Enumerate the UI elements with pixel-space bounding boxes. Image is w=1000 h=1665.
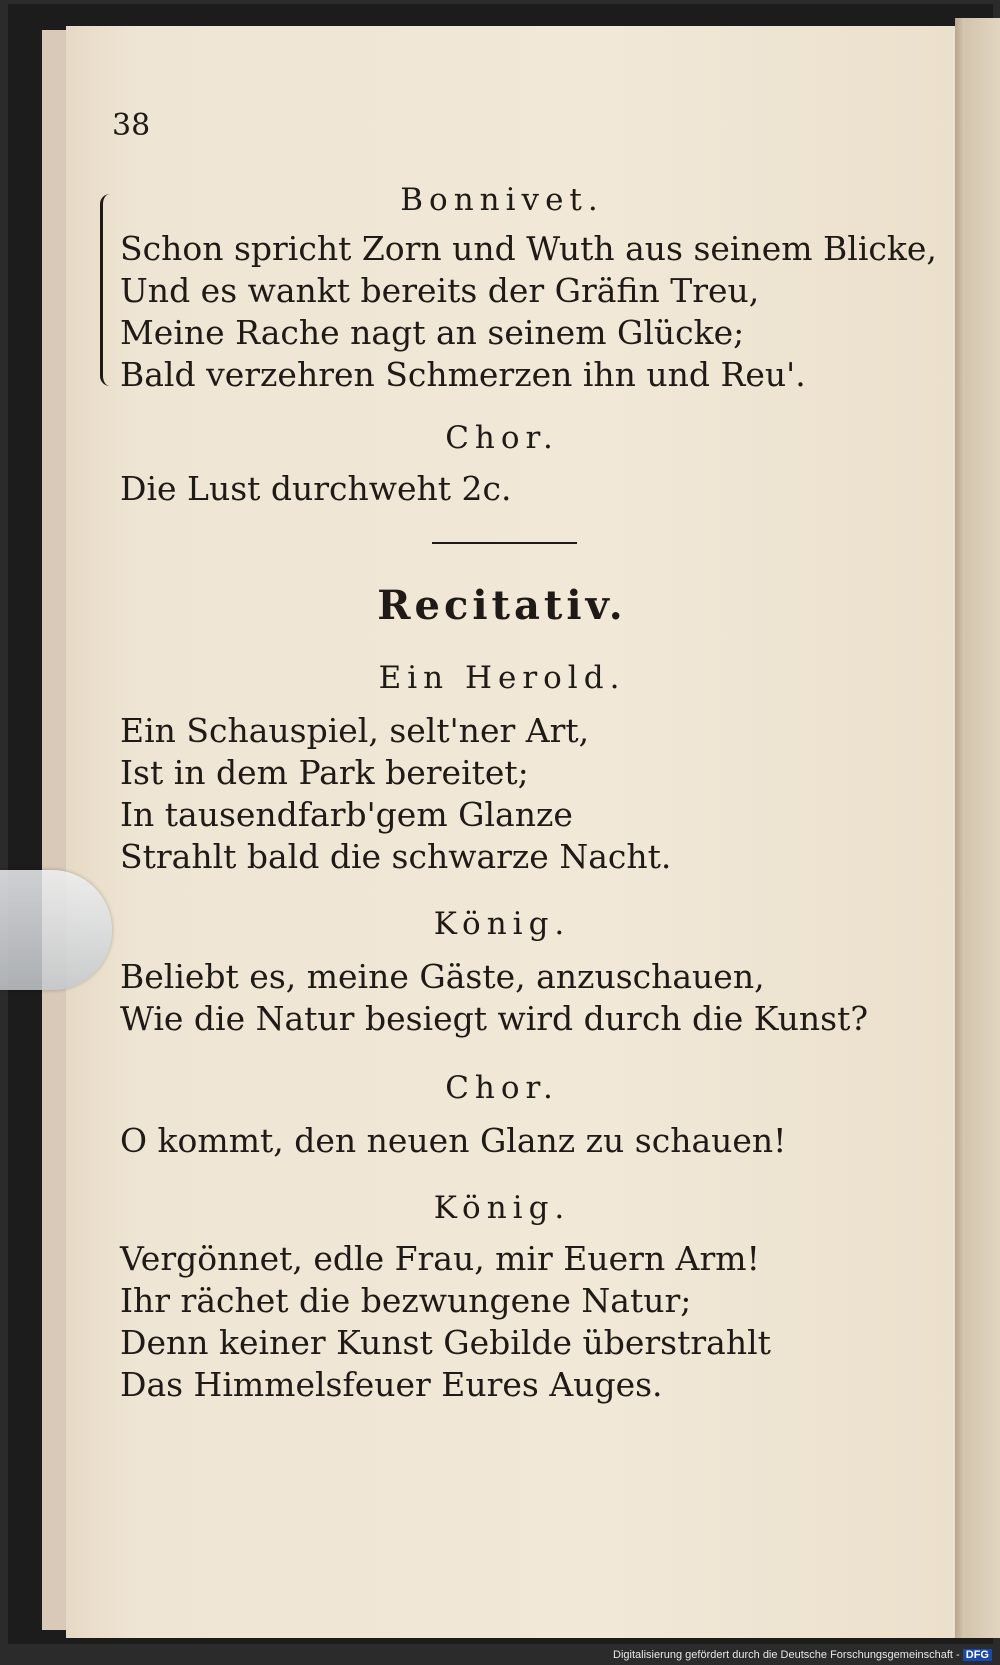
verse-line: Beliebt es, meine Gäste, anzuschauen, <box>120 957 765 996</box>
page-gutter <box>955 18 965 1638</box>
section-heading: Recitativ. <box>377 582 627 629</box>
verse-line: O kommt, den neuen Glanz zu schauen! <box>120 1121 787 1160</box>
speaker-herold: Ein Herold. <box>378 660 626 696</box>
verse-line: Ist in dem Park bereitet; <box>120 753 529 792</box>
brace <box>100 194 117 386</box>
speaker-koenig: König. <box>433 906 571 942</box>
verse-line: Vergönnet, edle Frau, mir Euern Arm! <box>120 1239 760 1278</box>
verse-line: Wie die Natur besiegt wird durch die Kunst? <box>120 999 869 1038</box>
footer-text: Digitalisierung gefördert durch die Deutsche Forschungsgemeinschaft - <box>613 1649 960 1661</box>
dfg-logo: DFG <box>963 1649 992 1661</box>
verse-line: Denn keiner Kunst Gebilde überstrahlt <box>120 1323 771 1362</box>
speaker-chor: Chor. <box>445 1070 559 1106</box>
verse-line: Ein Schauspiel, selt'ner Art, <box>120 711 590 750</box>
verse-line: In tausendfarb'gem Glanze <box>120 795 573 834</box>
verse-line: Bald verzehren Schmerzen ihn und Reu'. <box>120 355 806 394</box>
verse-line: Strahlt bald die schwarze Nacht. <box>120 837 672 876</box>
page-number: 38 <box>112 108 151 143</box>
footer-credit <box>613 1649 992 1661</box>
verse-line: Schon spricht Zorn und Wuth aus seinem Blicke, <box>120 229 937 268</box>
speaker-chor: Chor. <box>445 420 559 456</box>
verse-line: Die Lust durchweht 2c. <box>120 469 512 508</box>
verse-line: Meine Rache nagt an seinem Glücke; <box>120 313 745 352</box>
speaker-bonnivet: Bonnivet. <box>400 182 604 218</box>
verse-line: Ihr rächet die bezwungene Natur; <box>120 1281 692 1320</box>
speaker-koenig: König. <box>433 1190 571 1226</box>
verse-line: Das Himmelsfeuer Eures Auges. <box>120 1365 663 1404</box>
section-divider <box>432 542 577 544</box>
verse-line: Und es wankt bereits der Gräfin Treu, <box>120 271 760 310</box>
